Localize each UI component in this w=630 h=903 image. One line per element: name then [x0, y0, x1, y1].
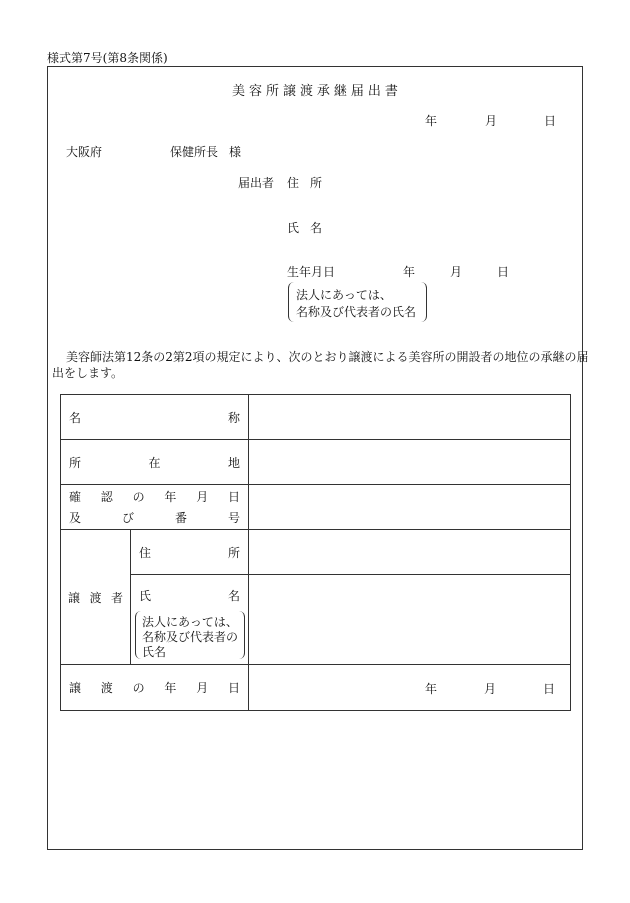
notifier-address-label-1: 住 [287, 176, 300, 190]
input-location[interactable] [249, 440, 571, 485]
input-transfer-date[interactable] [249, 665, 571, 711]
transferor-corp-note-line1: 法人にあっては、 [142, 615, 238, 629]
addressee-honorific: 様 [229, 145, 242, 159]
input-name[interactable] [249, 395, 571, 440]
statement-line1: 美容師法第12条の2第2項の規定により、次のとおり譲渡による美容所の開設者の地位の承継の届 [66, 350, 589, 364]
notifier-address-label-2: 所 [310, 176, 323, 190]
label-confirmation-line1: 確 認 の 年 月 日 [69, 490, 240, 504]
transferor-corp-note-line2: 名称及び代表者の [142, 630, 239, 644]
header-year-label: 年 [425, 114, 438, 128]
corporation-note-line2: 名称及び代表者の氏名 [296, 305, 417, 319]
birth-month-label: 月 [450, 265, 463, 279]
header-month-label: 月 [485, 114, 498, 128]
input-confirmation[interactable] [249, 485, 571, 530]
header-day-label: 日 [544, 114, 557, 128]
label-transferor: 譲 渡 者 [68, 590, 123, 605]
table-row-location [61, 440, 571, 485]
input-transferor-name[interactable] [249, 575, 571, 665]
table-row-transferor-address [61, 530, 571, 575]
transfer-month-label: 月 [484, 682, 497, 696]
transferor-corp-note-line3: 氏名 [142, 645, 167, 659]
table-row-confirmation [61, 485, 571, 530]
notifier-label: 届出者 [238, 176, 275, 190]
notifier-name-label-1: 氏 [287, 221, 300, 235]
notifier-birthdate-label: 生年月日 [287, 265, 336, 279]
label-transferor-name: 氏 名 [139, 589, 240, 603]
table-row-transferor-name [61, 575, 571, 665]
transfer-year-label: 年 [425, 682, 438, 696]
label-name: 名 称 [69, 410, 240, 425]
details-table [60, 394, 571, 711]
notifier-name-label-2: 名 [310, 221, 323, 235]
label-transferor-address: 住 所 [139, 545, 240, 560]
table-row-transfer-date [61, 665, 571, 711]
label-confirmation-line2: 及 び 番 号 [69, 511, 240, 525]
birth-year-label: 年 [403, 265, 416, 279]
addressee-prefecture: 大阪府 [66, 145, 103, 159]
label-location: 所 在 地 [69, 455, 240, 470]
birth-day-label: 日 [497, 265, 510, 279]
addressee-office: 保健所長 [170, 145, 219, 159]
form-title: 美 容 所 譲 渡 承 継 届 出 書 [232, 84, 398, 99]
statement-line2: 出をします。 [52, 366, 124, 380]
form-number: 様式第7号(第8条関係) [47, 51, 168, 65]
corporation-note-line1: 法人にあっては、 [296, 288, 392, 302]
label-transfer-date: 譲 渡 の 年 月 日 [69, 681, 240, 695]
input-transferor-address[interactable] [249, 530, 571, 575]
transfer-day-label: 日 [543, 682, 556, 696]
table-row-name [61, 395, 571, 440]
